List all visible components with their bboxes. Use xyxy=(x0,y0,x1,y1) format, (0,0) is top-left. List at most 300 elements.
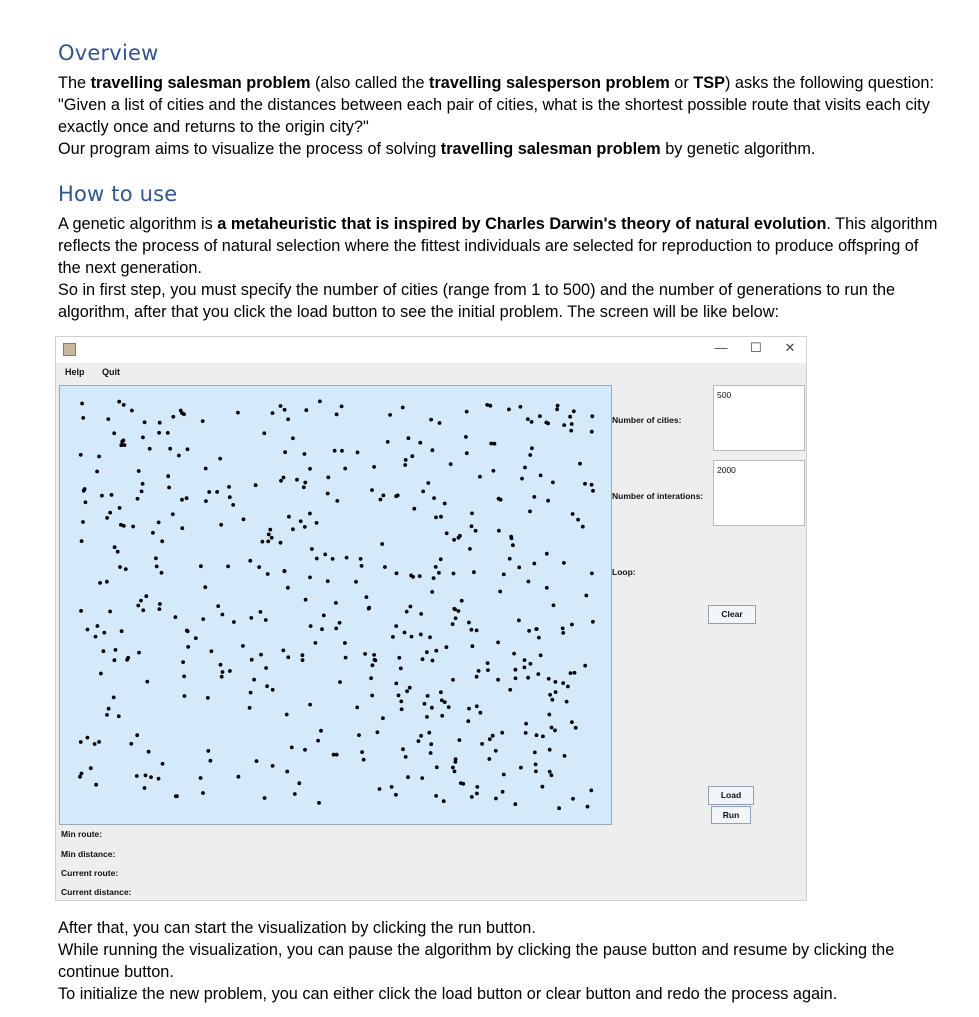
city-point xyxy=(285,713,289,717)
city-point xyxy=(297,781,301,785)
city-point xyxy=(404,458,408,462)
city-point xyxy=(399,700,403,704)
app-menu-bar xyxy=(56,363,806,383)
city-point xyxy=(452,538,456,542)
city-point xyxy=(201,791,205,795)
city-point xyxy=(500,731,504,735)
city-point xyxy=(249,691,253,695)
city-point xyxy=(338,621,342,625)
city-point xyxy=(117,714,121,718)
city-point xyxy=(356,451,360,455)
city-point xyxy=(242,517,246,521)
after-paragraph-1: After that, you can start the visualization by clicking the run button. xyxy=(58,919,536,937)
city-point xyxy=(141,608,145,612)
city-point xyxy=(344,656,348,660)
city-point xyxy=(568,415,572,419)
city-point xyxy=(511,543,515,547)
city-point xyxy=(360,750,364,754)
city-point xyxy=(458,534,462,538)
city-point xyxy=(480,742,484,746)
city-point xyxy=(107,707,111,711)
city-point xyxy=(380,542,384,546)
city-point xyxy=(517,566,521,570)
city-point xyxy=(512,652,516,656)
city-point xyxy=(442,799,446,803)
city-point xyxy=(79,453,83,457)
city-point xyxy=(135,774,139,778)
city-point xyxy=(523,666,527,670)
menu-quit[interactable]: Quit xyxy=(102,367,120,377)
city-point xyxy=(420,776,424,780)
city-point xyxy=(209,759,213,763)
city-point xyxy=(394,624,398,628)
city-point xyxy=(475,792,479,796)
loop-label: Loop: xyxy=(612,567,636,577)
city-point xyxy=(547,677,551,681)
city-point xyxy=(322,614,326,618)
city-point xyxy=(466,719,470,723)
city-point xyxy=(271,764,275,768)
city-point xyxy=(434,649,438,653)
city-point xyxy=(252,678,256,682)
city-point xyxy=(514,676,518,680)
city-point xyxy=(501,790,505,794)
city-point xyxy=(359,557,363,561)
city-point xyxy=(526,417,530,421)
menu-help[interactable]: Help xyxy=(65,367,85,377)
city-point xyxy=(589,789,593,793)
city-point xyxy=(343,467,347,471)
city-point xyxy=(355,706,359,710)
city-point xyxy=(326,579,330,583)
city-point xyxy=(129,742,133,746)
city-point xyxy=(510,536,514,540)
city-point xyxy=(95,470,99,474)
city-point xyxy=(386,440,390,444)
city-point xyxy=(199,564,203,568)
city-point xyxy=(447,705,451,709)
city-point xyxy=(182,675,186,679)
city-point xyxy=(370,488,374,492)
city-point xyxy=(548,748,552,752)
city-point xyxy=(257,565,261,569)
city-point xyxy=(390,785,394,789)
city-point xyxy=(93,742,97,746)
city-point xyxy=(171,415,175,419)
city-point xyxy=(309,624,313,628)
city-point xyxy=(317,801,321,805)
city-point xyxy=(315,521,319,525)
city-point xyxy=(399,667,403,671)
after-paragraph-3: To initialize the new problem, you can either click the load button or clear button and redo the process again. xyxy=(58,985,838,1003)
city-point xyxy=(401,406,405,410)
city-point xyxy=(485,403,489,407)
city-point xyxy=(113,545,117,549)
city-point xyxy=(279,541,283,545)
city-point xyxy=(493,442,497,446)
city-point xyxy=(538,414,542,418)
city-point xyxy=(113,658,117,662)
city-point xyxy=(183,694,187,698)
city-point xyxy=(562,561,566,565)
city-point xyxy=(112,696,116,700)
city-point xyxy=(105,516,109,520)
city-point xyxy=(158,607,162,611)
city-point xyxy=(248,706,252,710)
city-point xyxy=(84,500,88,504)
city-point xyxy=(80,539,84,543)
city-point xyxy=(86,736,90,740)
city-point xyxy=(206,749,210,753)
maximize-icon[interactable]: ☐ xyxy=(750,340,762,355)
city-point xyxy=(394,793,398,797)
city-point xyxy=(460,599,464,603)
city-point xyxy=(203,585,207,589)
city-point xyxy=(537,636,541,640)
city-point xyxy=(496,641,500,645)
city-point xyxy=(123,443,127,447)
city-point xyxy=(429,751,433,755)
city-point xyxy=(548,770,552,774)
after-paragraph-2: While running the visualization, you can pause the algorithm by clicking the pause button and resume by clicking the continue button. xyxy=(58,941,895,981)
city-point xyxy=(554,680,558,684)
city-point xyxy=(261,540,265,544)
run-button[interactable]: Run xyxy=(711,806,751,824)
city-point xyxy=(333,449,337,453)
city-point xyxy=(425,715,429,719)
city-point xyxy=(418,441,422,445)
city-point xyxy=(470,512,474,516)
city-point xyxy=(158,421,162,425)
city-point xyxy=(365,595,369,599)
city-point xyxy=(452,572,456,576)
city-point xyxy=(583,482,587,486)
city-point xyxy=(590,414,594,418)
city-point xyxy=(102,631,106,635)
city-point xyxy=(166,431,170,435)
city-point xyxy=(227,485,231,489)
city-point xyxy=(571,512,575,516)
city-point xyxy=(569,429,573,433)
num-cities-input[interactable]: 500 xyxy=(713,385,805,451)
city-point xyxy=(465,410,469,414)
city-point xyxy=(144,594,148,598)
how-to-use-paragraph-2: So in first step, you must specify the number of cities (range from 1 to 500) and the number of generations to run the algorithm, after that you click the load button to see the initial problem. The screen will be like below: xyxy=(58,281,896,321)
city-point xyxy=(591,489,595,493)
city-point xyxy=(445,645,449,649)
city-point xyxy=(149,775,153,779)
city-point xyxy=(502,773,506,777)
city-point xyxy=(379,498,383,502)
city-point xyxy=(591,620,595,624)
city-point xyxy=(418,574,422,578)
close-icon[interactable]: ✕ xyxy=(784,340,796,355)
city-point xyxy=(527,629,531,633)
city-point xyxy=(102,649,106,653)
city-point xyxy=(550,698,554,702)
city-point xyxy=(259,653,263,657)
city-map-panel xyxy=(59,385,612,825)
city-point xyxy=(83,487,87,491)
city-point xyxy=(478,475,482,479)
num-iterations-label: Number of interations: xyxy=(612,491,704,501)
city-point xyxy=(552,603,556,607)
city-point xyxy=(318,400,322,404)
city-point xyxy=(304,408,308,412)
city-point xyxy=(221,613,225,617)
city-point xyxy=(99,672,103,676)
city-point xyxy=(534,627,538,631)
city-point xyxy=(136,604,140,608)
minimize-icon[interactable]: — xyxy=(714,340,728,355)
city-point xyxy=(410,635,414,639)
city-point xyxy=(474,529,478,533)
city-point xyxy=(89,766,93,770)
city-point xyxy=(303,748,307,752)
city-point xyxy=(157,777,161,781)
city-point xyxy=(532,562,536,566)
city-point xyxy=(547,713,551,717)
city-point xyxy=(590,430,594,434)
city-point xyxy=(122,439,126,443)
clear-button[interactable]: Clear xyxy=(708,605,756,624)
city-point xyxy=(570,422,574,426)
city-point xyxy=(97,455,101,459)
city-point xyxy=(573,671,577,675)
city-point xyxy=(249,616,253,620)
city-point xyxy=(180,498,184,502)
overview-paragraph-1: The travelling salesman problem (also called the travelling salesperson problem or TSP) asks the following question: "Given a list of cities and the distances between each pair of cities, what is the shortest possible route that visits each city exactly once and returns to the origin city?" xyxy=(58,74,934,136)
city-point xyxy=(497,529,501,533)
city-point xyxy=(459,781,463,785)
city-point xyxy=(266,572,270,576)
city-point xyxy=(302,485,306,489)
city-point xyxy=(100,494,104,498)
city-point xyxy=(546,499,550,503)
city-point xyxy=(569,671,573,675)
city-point xyxy=(207,490,211,494)
city-point xyxy=(201,419,205,423)
city-point xyxy=(439,515,443,519)
city-point xyxy=(497,497,501,501)
city-point xyxy=(131,525,135,529)
city-point xyxy=(181,660,185,664)
city-point xyxy=(553,729,557,733)
city-point xyxy=(583,664,587,668)
city-point xyxy=(397,694,401,698)
city-point xyxy=(434,516,438,520)
city-point xyxy=(440,714,444,718)
city-point xyxy=(259,610,263,614)
city-point xyxy=(475,785,479,789)
city-point xyxy=(472,570,476,574)
city-point xyxy=(345,556,349,560)
city-point xyxy=(465,451,469,455)
city-point xyxy=(419,633,423,637)
city-point xyxy=(281,649,285,653)
city-point xyxy=(426,694,430,698)
city-point xyxy=(241,644,245,648)
city-point xyxy=(335,413,339,417)
city-point xyxy=(320,627,324,631)
city-point xyxy=(221,670,225,674)
city-map-canvas xyxy=(60,386,611,824)
city-point xyxy=(534,763,538,767)
city-point xyxy=(475,629,479,633)
city-point xyxy=(271,411,275,415)
city-point xyxy=(508,557,512,561)
city-point xyxy=(470,628,474,632)
city-point xyxy=(403,463,407,467)
city-point xyxy=(287,515,291,519)
city-point xyxy=(226,565,230,569)
city-point xyxy=(171,512,175,516)
city-point xyxy=(157,431,161,435)
city-point xyxy=(254,483,258,487)
city-point xyxy=(228,669,232,673)
city-point xyxy=(283,408,287,412)
city-point xyxy=(180,526,184,530)
city-point xyxy=(574,726,578,730)
city-point xyxy=(514,668,518,672)
city-point xyxy=(124,567,128,571)
city-point xyxy=(371,663,375,667)
city-point xyxy=(557,806,561,810)
city-point xyxy=(97,740,101,744)
city-point xyxy=(584,594,588,598)
city-point xyxy=(119,523,123,527)
city-point xyxy=(475,675,479,679)
min-distance-label: Min distance: xyxy=(61,849,116,859)
city-point xyxy=(158,602,162,606)
city-point xyxy=(340,405,344,409)
city-point xyxy=(498,590,502,594)
city-point xyxy=(378,787,382,791)
city-point xyxy=(98,581,102,585)
city-point xyxy=(429,742,433,746)
city-point xyxy=(370,694,374,698)
city-point xyxy=(331,557,335,561)
city-point xyxy=(139,599,143,603)
city-point xyxy=(545,552,549,556)
city-point xyxy=(428,635,432,639)
city-point xyxy=(316,739,320,743)
city-point xyxy=(363,652,367,656)
city-point xyxy=(206,696,210,700)
city-point xyxy=(194,636,198,640)
city-point xyxy=(248,559,252,563)
city-point xyxy=(571,797,575,801)
city-point xyxy=(219,663,223,667)
city-point xyxy=(367,606,371,610)
city-point xyxy=(120,629,124,633)
city-point xyxy=(335,499,339,503)
city-point xyxy=(130,409,134,413)
city-point xyxy=(219,523,223,527)
city-point xyxy=(231,503,235,507)
city-point xyxy=(432,576,436,580)
city-point xyxy=(528,510,532,514)
city-point xyxy=(566,685,570,689)
city-point xyxy=(539,474,543,478)
city-point xyxy=(264,666,268,670)
city-point xyxy=(457,609,461,613)
city-point xyxy=(323,553,327,557)
city-point xyxy=(94,783,98,787)
city-point xyxy=(406,775,410,779)
app-screenshot xyxy=(55,336,807,901)
city-point xyxy=(491,734,495,738)
city-point xyxy=(529,662,533,666)
city-point xyxy=(80,772,84,776)
city-point xyxy=(376,730,380,734)
city-point xyxy=(407,436,411,440)
city-point xyxy=(141,436,145,440)
current-route-label: Current route: xyxy=(61,868,119,878)
city-point xyxy=(343,641,347,645)
city-point xyxy=(282,476,286,480)
city-point xyxy=(137,469,141,473)
city-point xyxy=(432,496,436,500)
city-point xyxy=(409,574,413,578)
city-point xyxy=(477,669,481,673)
city-point xyxy=(572,409,576,413)
city-point xyxy=(174,794,178,798)
city-point xyxy=(443,502,447,506)
city-point xyxy=(303,452,307,456)
load-button[interactable]: Load xyxy=(708,786,754,805)
city-point xyxy=(145,680,149,684)
city-point xyxy=(551,481,555,485)
city-point xyxy=(179,409,183,413)
city-point xyxy=(279,479,283,483)
city-point xyxy=(445,531,449,535)
city-point xyxy=(562,423,566,427)
city-point xyxy=(550,726,554,730)
city-point xyxy=(308,467,312,471)
city-point xyxy=(487,757,491,761)
city-point xyxy=(147,750,151,754)
min-route-label: Min route: xyxy=(61,829,103,839)
city-point xyxy=(295,478,299,482)
city-point xyxy=(431,659,435,663)
city-point xyxy=(303,481,307,485)
city-point xyxy=(439,690,443,694)
city-point xyxy=(360,564,364,568)
city-point xyxy=(492,469,496,473)
city-point xyxy=(81,416,85,420)
city-point xyxy=(117,400,121,404)
city-point xyxy=(315,557,319,561)
city-point xyxy=(151,531,155,535)
num-iterations-input[interactable]: 2000 xyxy=(713,460,805,526)
city-point xyxy=(527,580,531,584)
city-point xyxy=(372,653,376,657)
city-point xyxy=(357,733,361,737)
city-point xyxy=(581,525,585,529)
city-point xyxy=(382,494,386,498)
city-point xyxy=(426,481,430,485)
city-point xyxy=(421,657,425,661)
city-point xyxy=(430,590,434,594)
city-point xyxy=(304,598,308,602)
city-point xyxy=(308,512,312,516)
city-point xyxy=(533,751,537,755)
city-point xyxy=(160,539,164,543)
city-point xyxy=(394,682,398,686)
city-point xyxy=(118,506,122,510)
city-point xyxy=(470,795,474,799)
